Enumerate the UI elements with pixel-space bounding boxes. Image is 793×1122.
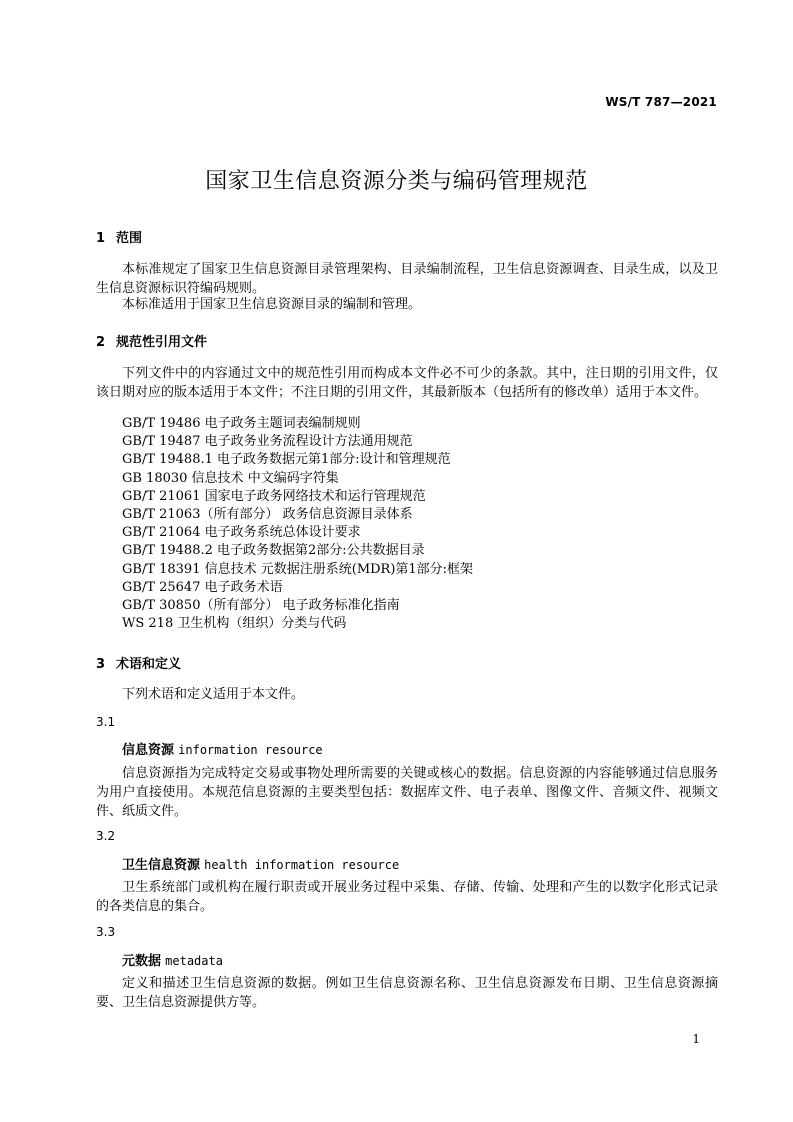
reference-list xyxy=(122,415,473,633)
reference-item: GB/T 21061 国家电子政务网络技术和运行管理规范 xyxy=(122,488,426,504)
section-2-title: 规范性引用文件 xyxy=(116,335,208,350)
term-3-1-number: 3.1 xyxy=(96,715,116,729)
section-1-heading xyxy=(96,227,142,246)
term-3-2-entry xyxy=(122,854,399,873)
reference-item: GB/T 30850（所有部分） 电子政务标准化指南 xyxy=(122,597,400,613)
term-3-3-chinese: 元数据 xyxy=(122,954,162,969)
section-1-title: 范围 xyxy=(116,231,143,246)
reference-item: GB/T 25647 电子政务术语 xyxy=(122,579,283,595)
reference-item: GB/T 19486 电子政务主题词表编制规则 xyxy=(122,416,361,431)
term-3-2-number: 3.2 xyxy=(96,829,116,843)
section-1-paragraph-1: 本标准规定了国家卫生信息资源目录管理架构、目录编制流程，卫生信息资源调查、目录生成，以及卫生信息资源标识符编码规则。 xyxy=(96,262,718,296)
reference-item: GB 18030 信息技术 中文编码字符集 xyxy=(122,470,339,486)
section-1-number: 1 xyxy=(96,231,106,246)
section-2-paragraph-1: 下列文件中的内容通过文中的规范性引用而构成本文件必不可少的条款。其中，注日期的引用文件，仅该日期对应的版本适用于本文件；不注日期的引用文件，其最新版本（包括所有的修改单）适用于本文件。 xyxy=(96,366,718,400)
term-3-2-chinese: 卫生信息资源 xyxy=(122,858,201,873)
term-3-3-definition: 定义和描述卫生信息资源的数据。例如卫生信息资源名称、卫生信息资源发布日期、卫生信息资源摘要、卫生信息资源提供方等。 xyxy=(96,976,718,1010)
section-3-heading xyxy=(96,653,181,672)
term-3-3-number: 3.3 xyxy=(96,925,116,939)
section-2-heading xyxy=(96,331,207,350)
reference-item: GB/T 21064 电子政务系统总体设计要求 xyxy=(122,525,361,541)
term-3-2-definition: 卫生系统部门或机构在履行职责或开展业务过程中采集、存储、传输、处理和产生的以数字化形式记录的各类信息的集合。 xyxy=(96,880,718,914)
section-3-number: 3 xyxy=(96,657,106,672)
term-3-1-chinese: 信息资源 xyxy=(122,743,175,758)
page-number: 1 xyxy=(692,1032,700,1046)
section-3-title: 术语和定义 xyxy=(116,657,182,672)
standard-code: WS/T 787—2021 xyxy=(605,95,717,109)
reference-item: WS 218 卫生机构（组织）分类与代码 xyxy=(122,616,347,632)
term-3-1-definition: 信息资源指为完成特定交易或事物处理所需要的关键或核心的数据。信息资源的内容能够通过信息服务为用户直接使用。本规范信息资源的主要类型包括：数据库文件、电子表单、图像文件、音频文件、视频文件、纸质文件。 xyxy=(96,766,718,819)
section-1-paragraph-2: 本标准适用于国家卫生信息资源目录的编制和管理。 xyxy=(122,297,422,312)
document-title: 国家卫生信息资源分类与编码管理规范 xyxy=(205,169,588,194)
reference-item: GB/T 18391 信息技术 元数据注册系统(MDR)第1部分:框架 xyxy=(122,561,474,577)
section-3-intro: 下列术语和定义适用于本文件。 xyxy=(122,687,305,702)
reference-item: GB/T 19487 电子政务业务流程设计方法通用规范 xyxy=(122,434,413,450)
term-3-1-entry xyxy=(122,739,323,758)
term-3-3-english: metadata xyxy=(165,954,223,968)
term-3-3-entry xyxy=(122,950,223,969)
section-2-number: 2 xyxy=(96,335,106,350)
term-3-1-english: information resource xyxy=(178,743,323,757)
reference-item: GB/T 21063（所有部分） 政务信息资源目录体系 xyxy=(122,506,413,522)
reference-item: GB/T 19488.2 电子政务数据第2部分:公共数据目录 xyxy=(122,543,425,559)
term-3-2-english: health information resource xyxy=(204,858,400,872)
reference-item: GB/T 19488.1 电子政务数据元第1部分:设计和管理规范 xyxy=(122,452,451,468)
